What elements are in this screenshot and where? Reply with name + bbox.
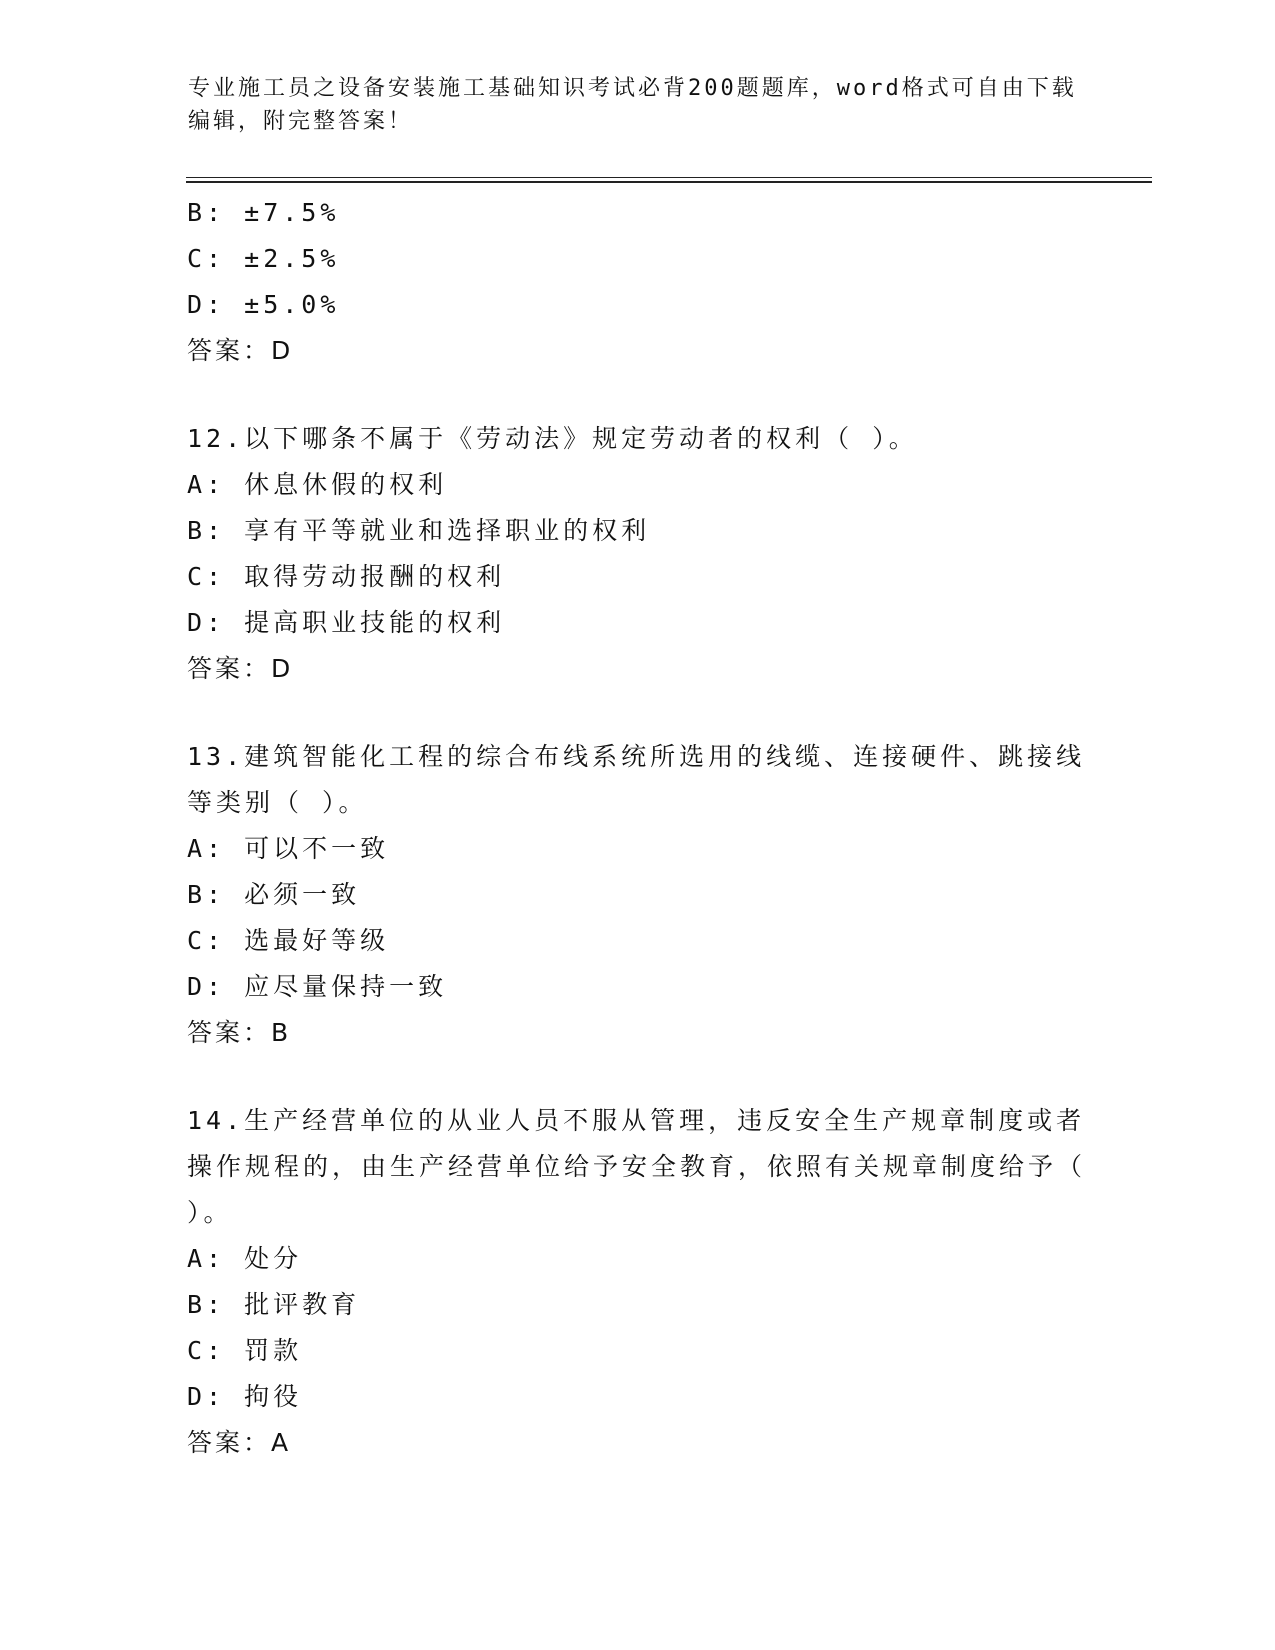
question-text: 13.建筑智能化工程的综合布线系统所选用的线缆、连接硬件、跳接线等类别（ ）。 [187, 742, 1086, 817]
option-c: C: 罚款 [187, 1336, 303, 1365]
option-a: A: 可以不一致 [187, 834, 390, 863]
header-title-line1: 专业施工员之设备安装施工基础知识考试必背200题题库，word格式可自由下载 [188, 76, 1077, 101]
header-divider-thick [186, 181, 1152, 183]
document-header [188, 72, 1088, 138]
option-a: A: 休息休假的权利 [187, 470, 448, 499]
option-d: D: ±5.0% [187, 290, 340, 319]
option-b: B: ±7.5% [187, 198, 340, 227]
question-12 [187, 416, 1107, 692]
option-b: B: 必须一致 [187, 880, 361, 909]
header-title-line2: 编辑，附完整答案！ [188, 109, 414, 134]
question-text: 14.生产经营单位的从业人员不服从管理，违反安全生产规章制度或者操作规程的，由生产经营单位给予安全教育，依照有关规章制度给予（ ）。 [187, 1106, 1087, 1227]
answer: 答案：D [187, 336, 294, 365]
answer: 答案：B [187, 1018, 292, 1047]
header-divider-thin [186, 177, 1152, 178]
option-c: C: ±2.5% [187, 244, 340, 273]
question-11 [187, 190, 1107, 374]
answer: 答案：A [187, 1428, 292, 1457]
option-c: C: 选最好等级 [187, 926, 390, 955]
question-14 [187, 1098, 1107, 1466]
question-list [187, 190, 1107, 1466]
question-text: 12.以下哪条不属于《劳动法》规定劳动者的权利（ ）。 [187, 424, 918, 453]
option-b: B: 享有平等就业和选择职业的权利 [187, 516, 651, 545]
option-d: D: 应尽量保持一致 [187, 972, 448, 1001]
option-d: D: 拘役 [187, 1382, 303, 1411]
option-c: C: 取得劳动报酬的权利 [187, 562, 506, 591]
question-13 [187, 734, 1107, 1056]
option-a: A: 处分 [187, 1244, 303, 1273]
answer: 答案：D [187, 654, 294, 683]
option-d: D: 提高职业技能的权利 [187, 608, 506, 637]
option-b: B: 批评教育 [187, 1290, 361, 1319]
